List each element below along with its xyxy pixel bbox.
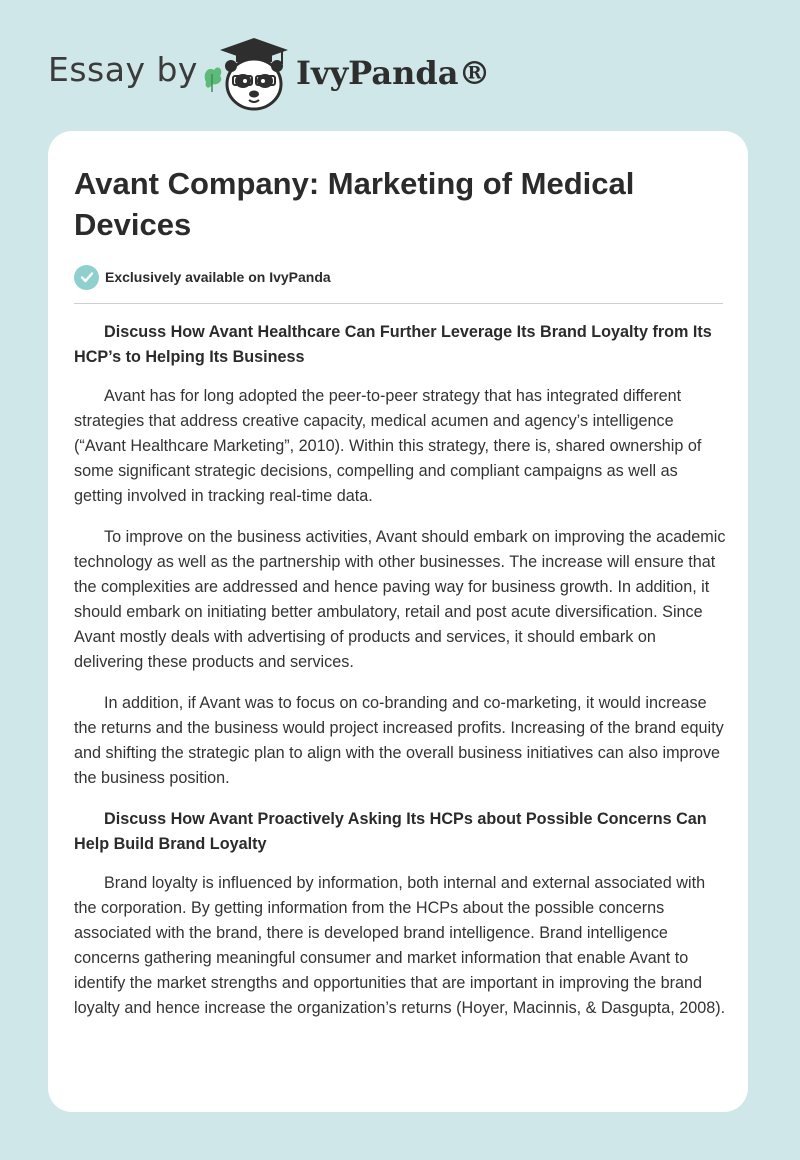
paragraph: In addition, if Avant was to focus on co-branding and co-marketing, it would increase the returns and the business would project increased profits. Increasing of the brand equity and shifting the strategic plan to align with the overall business initiatives can also improve the business position. <box>74 694 724 787</box>
panda-logo-icon[interactable] <box>200 34 292 112</box>
section-heading: Discuss How Avant Healthcare Can Further Leverage Its Brand Loyalty from Its HCP’s to Helping Its Business <box>74 323 712 366</box>
essay-by-label: Essay by <box>48 50 198 89</box>
essay-card <box>48 131 748 1112</box>
paragraph: To improve on the business activities, Avant should embark on improving the academic technology as well as the partnership with other businesses. The increase will ensure that the complexities are addressed and hence paving way for business growth. In addition, it should embark on initiating better ambulatory, retail and post acute diversification. Since Avant mostly deals with advertising of products and services, it should embark on delivering these products and services. <box>74 528 726 671</box>
leaf-icon <box>205 68 222 92</box>
exclusive-label: Exclusively available on IvyPanda <box>105 269 331 285</box>
site-header <box>0 0 800 130</box>
page-title: Avant Company: Marketing of Medical Devices <box>74 166 635 242</box>
section-heading: Discuss How Avant Proactively Asking Its HCPs about Possible Concerns Can Help Build Brand Loyalty <box>74 810 707 853</box>
exclusive-badge <box>74 264 331 290</box>
paragraph: Brand loyalty is influenced by information, both internal and external associated with the corporation. By getting information from the HCPs about the possible concerns associated with the brand, there is developed brand intelligence. Brand intelligence concerns gathering meaningful consumer and market information that enable Avant to identify the market strengths and opportunities that are important in improving the brand loyalty and hence increase the organization’s returns (Hoyer, Macinnis, & Dasgupta, 2008). <box>74 874 726 1017</box>
check-icon <box>74 265 99 290</box>
divider <box>74 303 723 304</box>
brand-name[interactable]: IvyPanda® <box>296 54 491 92</box>
paragraph: Avant has for long adopted the peer-to-peer strategy that has integrated different strategies that address creative capacity, medical acumen and agency’s intelligence (“Avant Healthcare Marketing”, 2010). Within this strategy, there is, shared ownership of some significant strategic decisions, compelling and compliant campaigns as well as getting involved in tracking real-time data. <box>74 387 702 505</box>
essay-body <box>74 320 726 1037</box>
